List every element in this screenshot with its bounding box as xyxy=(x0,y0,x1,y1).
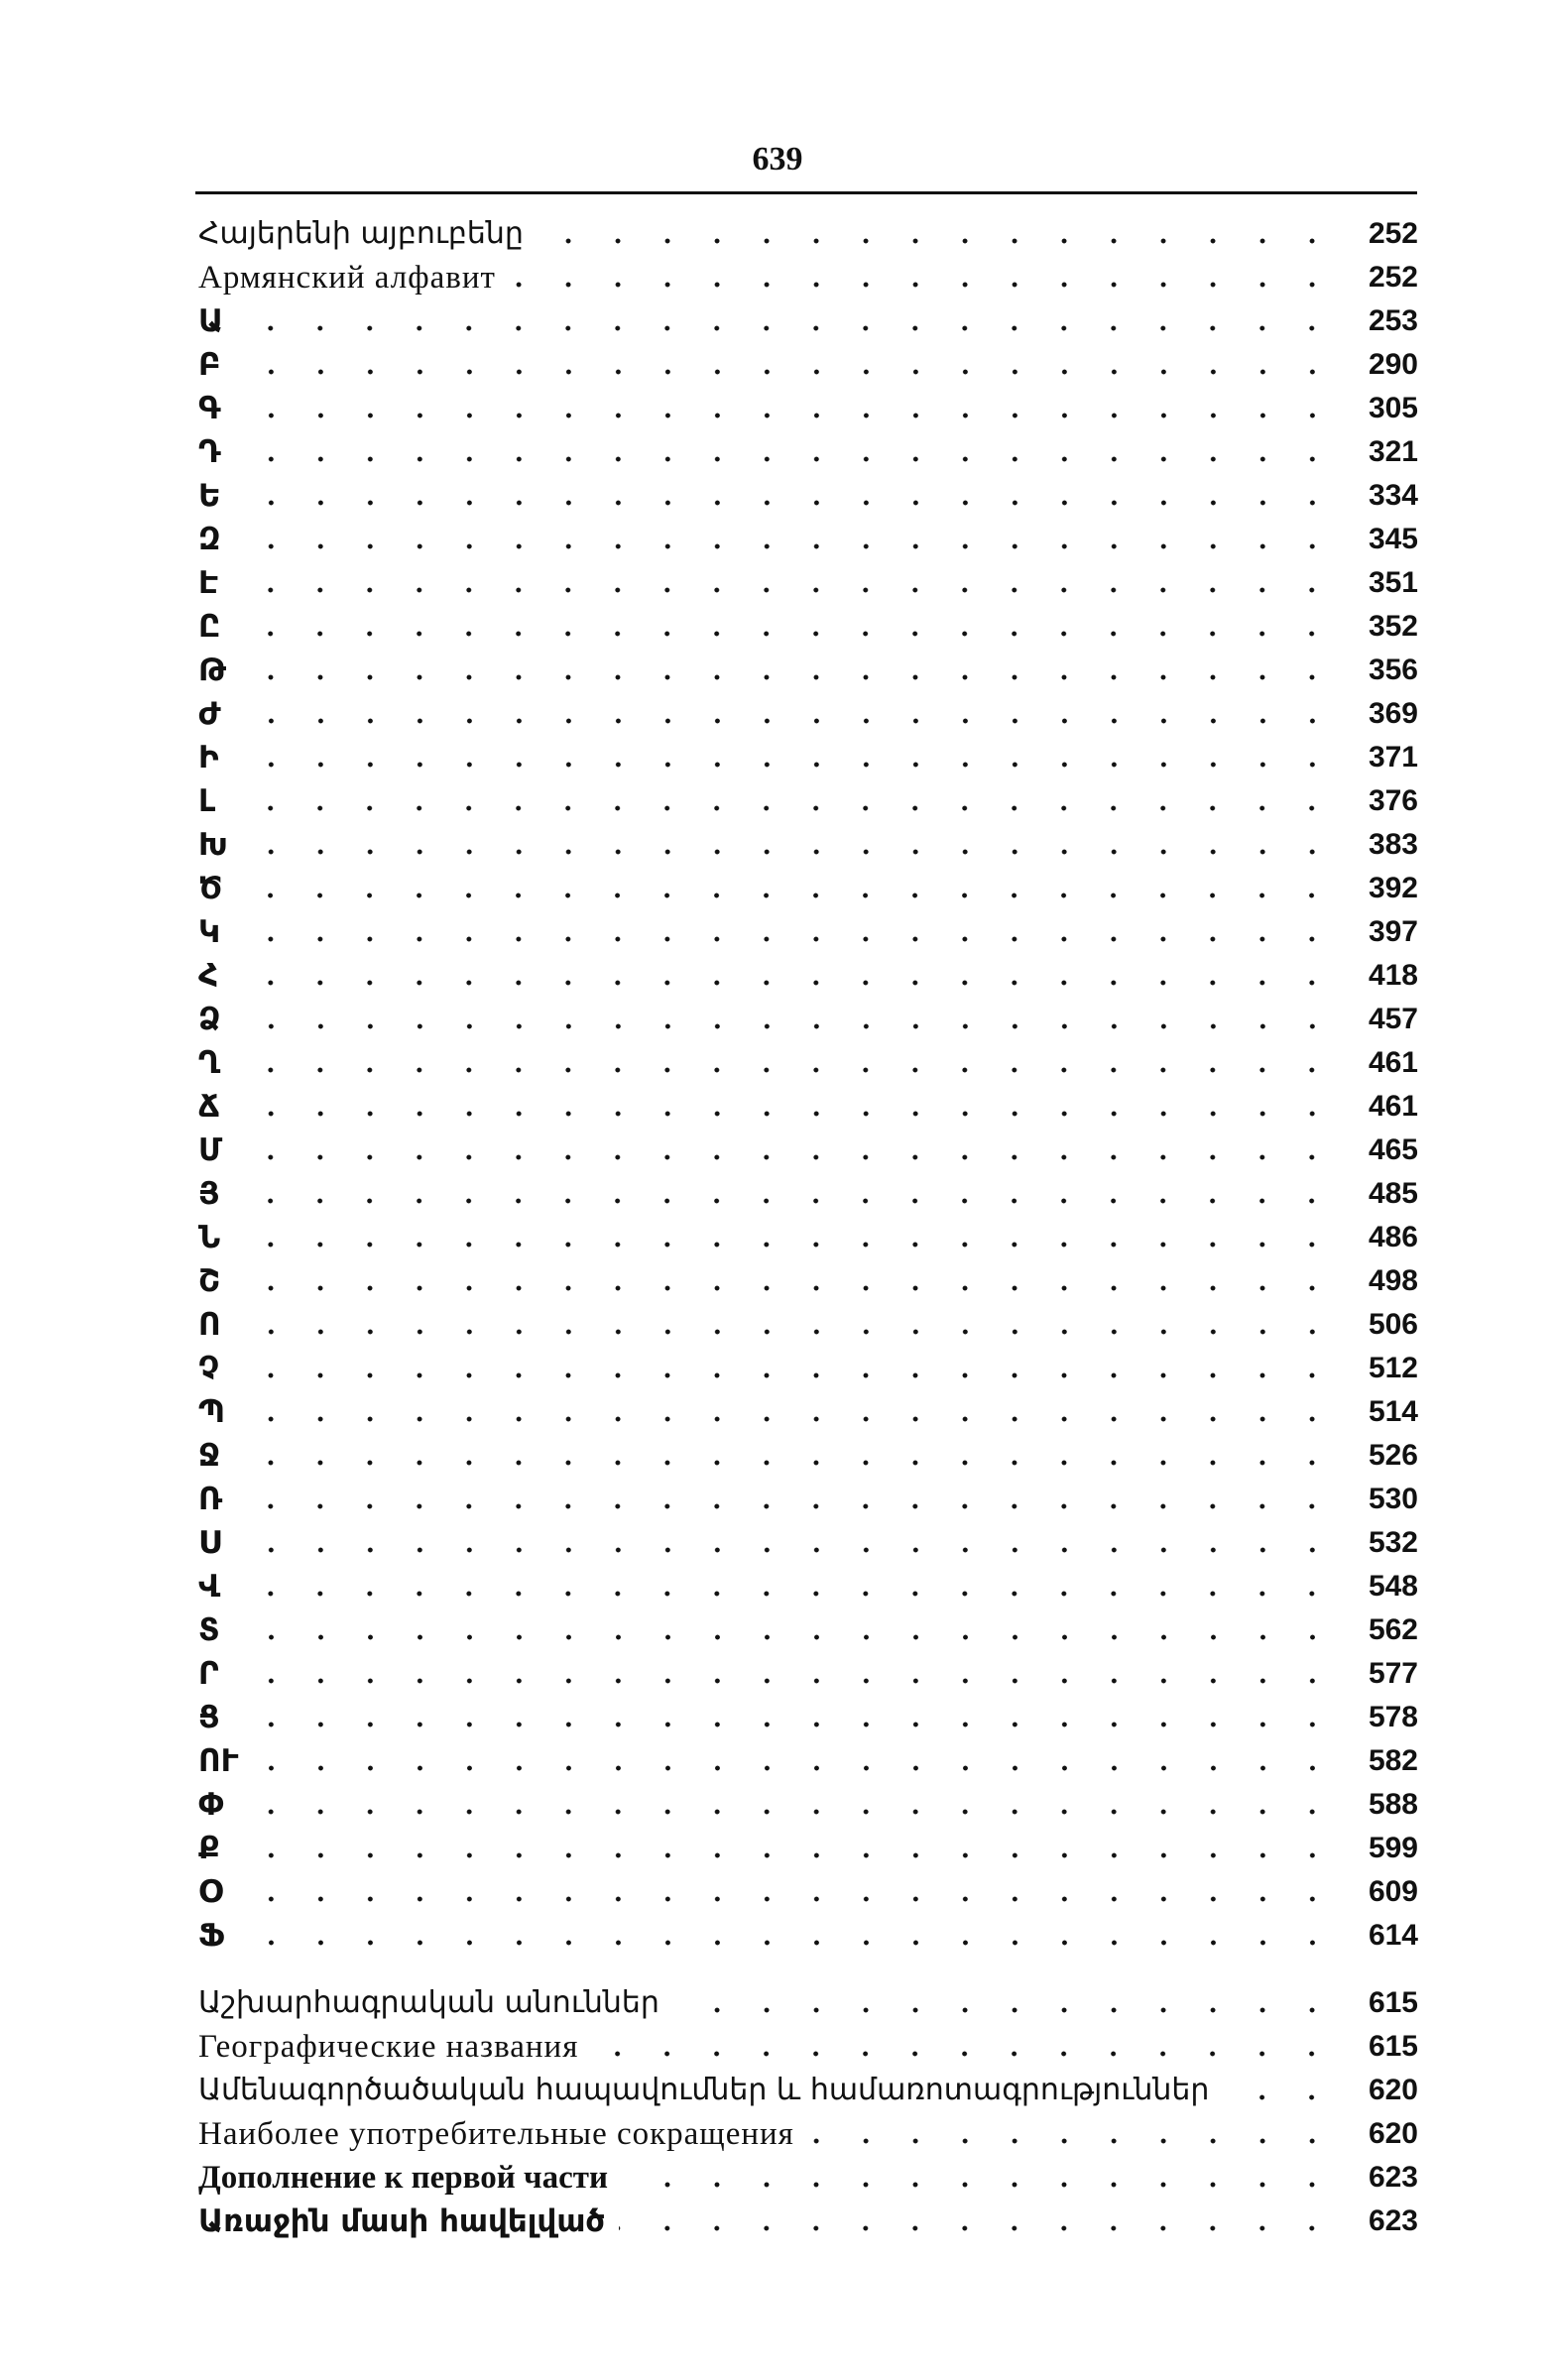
dot-leader xyxy=(239,1938,1337,1948)
toc-entry xyxy=(198,998,1418,1041)
toc-entry xyxy=(198,605,1418,649)
toc-entry xyxy=(198,387,1418,430)
dot-leader xyxy=(234,1589,1337,1599)
toc-entry-page-number: 252 xyxy=(1368,217,1418,250)
toc-entry-page-number: 614 xyxy=(1368,1919,1418,1952)
dot-leader xyxy=(253,1763,1337,1773)
toc-entry-page-number: 334 xyxy=(1368,479,1418,512)
dot-leader xyxy=(234,934,1337,944)
toc-entry xyxy=(198,2156,1418,2200)
toc-entry-label: Խ xyxy=(198,827,228,863)
toc-entry-label: Աշխարհագրական անուններ xyxy=(198,1985,659,2020)
toc-entry xyxy=(198,1870,1418,1914)
toc-entry-page-number: 530 xyxy=(1368,1483,1418,1515)
toc-entry-page-number: 512 xyxy=(1368,1352,1418,1384)
dot-leader xyxy=(235,1327,1337,1337)
toc-entry-page-number: 305 xyxy=(1368,392,1418,424)
toc-entry-page-number: 615 xyxy=(1368,2030,1418,2063)
toc-entry-page-number: 485 xyxy=(1368,1177,1418,1210)
toc-entry xyxy=(198,910,1418,954)
toc-entry-page-number: 620 xyxy=(1368,2117,1418,2150)
toc-entry-page-number: 562 xyxy=(1368,1613,1418,1646)
toc-entry xyxy=(198,2112,1418,2156)
toc-entry-label: Յ xyxy=(198,1176,220,1212)
toc-entry xyxy=(198,343,1418,387)
dot-leader xyxy=(233,1676,1337,1686)
toc-entry-page-number: 371 xyxy=(1368,741,1418,774)
dot-leader xyxy=(235,367,1337,377)
toc-entry-page-number: 392 xyxy=(1368,872,1418,904)
toc-entry-label: Географические названия xyxy=(198,2029,579,2065)
toc-entry-label: Ք xyxy=(198,1831,220,1866)
dot-leader xyxy=(239,1414,1337,1424)
toc-entry-page-number: 526 xyxy=(1368,1439,1418,1472)
toc-entry xyxy=(198,256,1418,299)
toc-entry-label: Ծ xyxy=(198,871,223,906)
dot-leader xyxy=(232,585,1337,595)
dot-leader xyxy=(619,2223,1337,2233)
toc-entry xyxy=(198,1041,1418,1085)
toc-entry-page-number: 457 xyxy=(1368,1003,1418,1035)
toc-entry xyxy=(198,1783,1418,1827)
dot-leader xyxy=(229,803,1337,813)
toc-entry xyxy=(198,518,1418,561)
toc-entry-page-number: 615 xyxy=(1368,1986,1418,2019)
toc-entry-label: Ս xyxy=(198,1525,221,1561)
toc-entry-label: Թ xyxy=(198,653,227,688)
toc-entry-page-number: 532 xyxy=(1368,1526,1418,1559)
toc-entry-page-number: 588 xyxy=(1368,1788,1418,1821)
dot-leader xyxy=(242,847,1337,857)
toc-entry-label: Ց xyxy=(198,1700,220,1735)
toc-entry-label: Наиболее употребительные сокращения xyxy=(198,2116,794,2152)
toc-entry-label: Օ xyxy=(198,1874,222,1910)
toc-entry xyxy=(198,1981,1418,2025)
toc-entry-label: Հ xyxy=(198,958,219,994)
toc-entry-label: Մ xyxy=(198,1132,223,1168)
toc-entry xyxy=(198,867,1418,910)
toc-entry-page-number: 252 xyxy=(1368,261,1418,294)
toc-entry-page-number: 397 xyxy=(1368,915,1418,948)
toc-entry-label: Ն xyxy=(198,1220,221,1255)
toc-entry-label: Ղ xyxy=(198,1045,221,1081)
dot-leader xyxy=(233,760,1337,770)
dot-leader xyxy=(808,2136,1337,2146)
toc-entry-page-number: 514 xyxy=(1368,1395,1418,1428)
toc-entry xyxy=(198,1172,1418,1216)
toc-entry-label: Հայերենի այբուբենը xyxy=(198,216,524,251)
toc-entry-label: Գ xyxy=(198,391,221,426)
toc-entry-page-number: 356 xyxy=(1368,654,1418,686)
toc-letters-section xyxy=(198,299,1418,1958)
toc-entry xyxy=(198,649,1418,692)
dot-leader xyxy=(592,2049,1337,2059)
toc-entry-page-number: 498 xyxy=(1368,1264,1418,1297)
toc-entry-page-number: 582 xyxy=(1368,1744,1418,1777)
toc-entry xyxy=(198,692,1418,736)
toc-entry xyxy=(198,1085,1418,1129)
dot-leader xyxy=(236,891,1337,900)
toc-entry-label: Տ xyxy=(198,1612,220,1648)
toc-entry-label: Ռ xyxy=(198,1482,223,1517)
dot-leader xyxy=(538,236,1337,246)
toc-entry xyxy=(198,1129,1418,1172)
toc-entry xyxy=(198,736,1418,779)
dot-leader xyxy=(235,541,1337,551)
dot-leader xyxy=(234,1850,1337,1860)
toc-entry xyxy=(198,2025,1418,2069)
toc-entry-label: Առաջին մասի հավելված xyxy=(198,2203,606,2239)
toc-entry-label: Կ xyxy=(198,914,221,950)
toc-entry xyxy=(198,1216,1418,1259)
toc-entry xyxy=(198,1652,1418,1696)
toc-entry-label: Ր xyxy=(198,1656,219,1692)
toc-entry xyxy=(198,1303,1418,1347)
toc-entry xyxy=(198,1347,1418,1390)
dot-leader xyxy=(235,411,1337,420)
toc-entry-label: Զ xyxy=(198,522,221,557)
toc-entry-page-number: 369 xyxy=(1368,697,1418,730)
toc-entry-page-number: 609 xyxy=(1368,1875,1418,1908)
toc-entry xyxy=(198,1914,1418,1958)
toc-entry-page-number: 548 xyxy=(1368,1570,1418,1603)
toc-entry-label: Ձ xyxy=(198,1002,221,1037)
toc-entry-page-number: 623 xyxy=(1368,2204,1418,2237)
toc-entry-page-number: 351 xyxy=(1368,566,1418,599)
dot-leader xyxy=(234,1283,1337,1293)
toc-entry xyxy=(198,823,1418,867)
page-number: 639 xyxy=(752,141,803,178)
toc-entry-page-number: 321 xyxy=(1368,435,1418,468)
toc-entry xyxy=(198,430,1418,474)
toc-appendix-section xyxy=(198,1981,1418,2243)
dot-leader xyxy=(235,716,1337,726)
toc-entry xyxy=(198,1739,1418,1783)
dot-leader xyxy=(234,1065,1337,1075)
dot-leader xyxy=(510,280,1337,290)
toc-entry xyxy=(198,1390,1418,1434)
toc-entry-page-number: 578 xyxy=(1368,1701,1418,1733)
header-rule xyxy=(195,191,1417,194)
dot-leader xyxy=(237,323,1337,333)
toc-entry xyxy=(198,1521,1418,1565)
toc-entry-label: Վ xyxy=(198,1569,221,1605)
dot-leader xyxy=(236,1152,1337,1162)
toc-entry xyxy=(198,2200,1418,2243)
dot-leader xyxy=(236,1894,1337,1904)
toc-entry-page-number: 290 xyxy=(1368,348,1418,381)
dot-leader xyxy=(235,1545,1337,1555)
dot-leader xyxy=(234,1632,1338,1642)
toc-entry xyxy=(198,1696,1418,1739)
toc-entry-label: Армянский алфавит xyxy=(198,260,496,296)
dot-leader xyxy=(234,629,1337,639)
dot-leader xyxy=(238,1807,1337,1817)
toc-entry xyxy=(198,954,1418,998)
dot-leader xyxy=(234,1720,1337,1729)
toc-entry-label: Ֆ xyxy=(198,1918,225,1954)
toc-entry xyxy=(198,212,1418,256)
toc-entry-page-number: 461 xyxy=(1368,1090,1418,1123)
toc-entry-label: Дополнение к первой части xyxy=(198,2160,608,2196)
dot-leader xyxy=(622,2180,1337,2190)
toc-entry-page-number: 461 xyxy=(1368,1046,1418,1079)
toc-entry-label: Ճ xyxy=(198,1089,220,1125)
toc-entry-page-number: 418 xyxy=(1368,959,1418,992)
section-spacer xyxy=(198,1958,1418,1981)
dot-leader xyxy=(673,2005,1337,2015)
toc-entry xyxy=(198,1827,1418,1870)
toc-entry-label: Շ xyxy=(198,1263,220,1299)
toc-entry-page-number: 352 xyxy=(1368,610,1418,643)
toc-entry-label: Ի xyxy=(198,740,219,775)
toc-entry xyxy=(198,561,1418,605)
toc-entry-label: Չ xyxy=(198,1351,219,1386)
dot-leader xyxy=(236,1501,1337,1511)
toc-entry-label: Ժ xyxy=(198,696,221,732)
toc-entry-label: Պ xyxy=(198,1394,225,1430)
dot-leader xyxy=(235,1021,1337,1031)
toc-entry-label: Ը xyxy=(198,609,221,645)
toc-entry-label: ՈՒ xyxy=(198,1743,239,1779)
dot-leader xyxy=(240,672,1337,682)
toc-entry-page-number: 577 xyxy=(1368,1657,1418,1690)
toc-entry-page-number: 465 xyxy=(1368,1133,1418,1166)
toc-entry-label: Ո xyxy=(198,1307,221,1343)
toc-intro-section xyxy=(198,212,1418,299)
toc-entry xyxy=(198,1565,1418,1608)
toc-entry xyxy=(198,1434,1418,1478)
toc-entry-label: Բ xyxy=(198,347,221,383)
toc-entry xyxy=(198,1259,1418,1303)
toc-entry-page-number: 383 xyxy=(1368,828,1418,861)
dot-leader xyxy=(233,1370,1337,1380)
dot-leader xyxy=(1223,2092,1337,2102)
dot-leader xyxy=(235,498,1337,508)
toc-entry-label: Ամենագործածական հապավումներ և համառոտագրություններ xyxy=(198,2073,1210,2107)
toc-entry-label: Ջ xyxy=(198,1438,221,1474)
toc-entry-label: Ա xyxy=(198,303,224,339)
toc-entry-page-number: 623 xyxy=(1368,2161,1418,2194)
toc-entry-page-number: 506 xyxy=(1368,1308,1418,1341)
toc-entry xyxy=(198,1478,1418,1521)
toc-entry-page-number: 253 xyxy=(1368,304,1418,337)
dot-leader xyxy=(233,1196,1337,1206)
toc-entry-page-number: 345 xyxy=(1368,523,1418,555)
dot-leader xyxy=(234,1240,1337,1250)
toc-entry-page-number: 376 xyxy=(1368,784,1418,817)
toc-entry-page-number: 486 xyxy=(1368,1221,1418,1253)
toc-entry-label: Դ xyxy=(198,434,221,470)
toc-entry-label: Փ xyxy=(198,1787,224,1823)
toc-entry xyxy=(198,299,1418,343)
dot-leader xyxy=(234,1458,1337,1468)
toc-entry xyxy=(198,779,1418,823)
dot-leader xyxy=(232,978,1337,988)
toc-entry xyxy=(198,474,1418,518)
toc-entry-label: Է xyxy=(198,565,219,601)
dot-leader xyxy=(235,454,1337,464)
toc-entry xyxy=(198,2069,1418,2112)
table-of-contents xyxy=(198,212,1418,2243)
dot-leader xyxy=(234,1109,1337,1119)
toc-entry-page-number: 599 xyxy=(1368,1832,1418,1864)
toc-entry-page-number: 620 xyxy=(1368,2074,1418,2106)
toc-entry-label: Ե xyxy=(198,478,221,514)
toc-entry xyxy=(198,1608,1418,1652)
toc-entry-label: Լ xyxy=(198,783,216,819)
